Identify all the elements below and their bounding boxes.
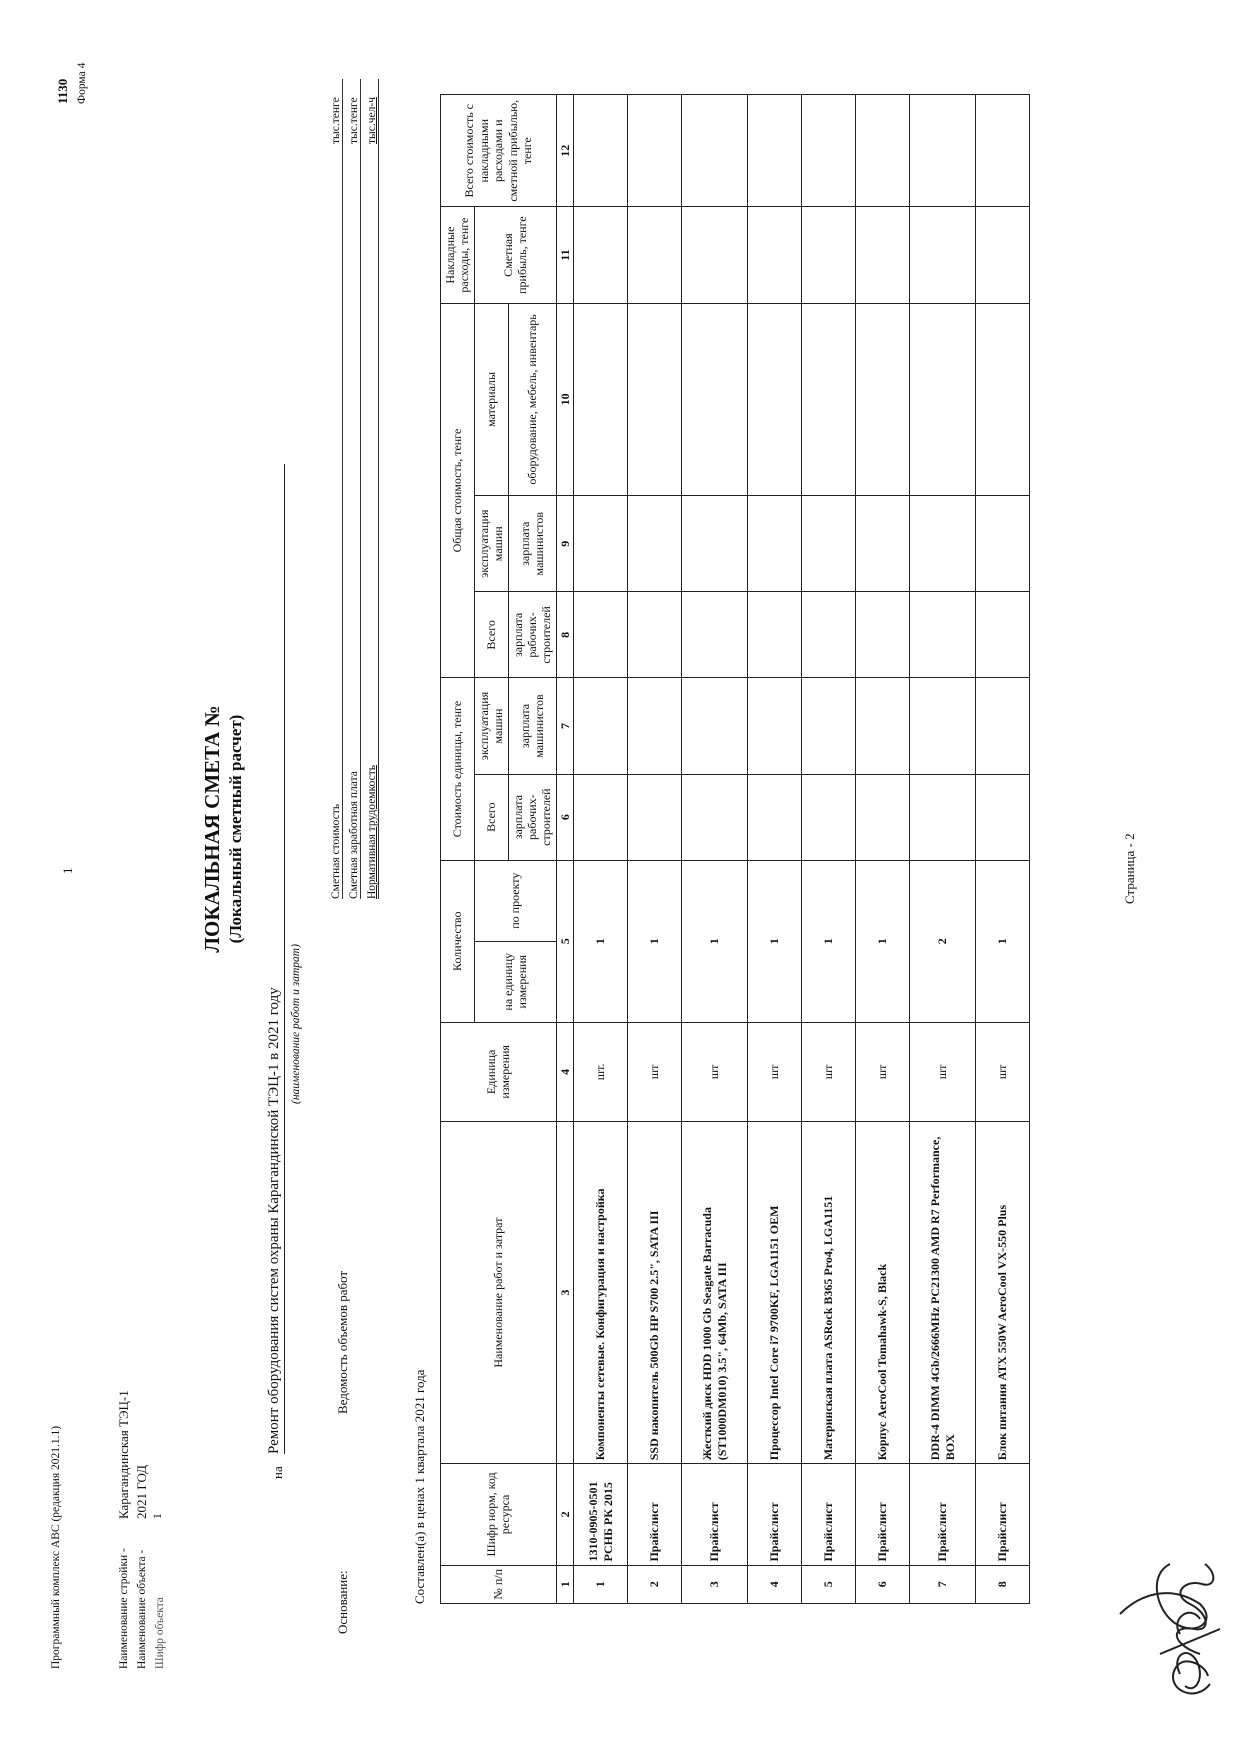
row-empty-cell <box>976 207 1030 303</box>
col-number: 4 <box>556 1022 573 1121</box>
work-on-label: на <box>270 1466 285 1479</box>
row-empty-cell <box>802 678 856 774</box>
row-qty: 1 <box>976 860 1030 1022</box>
summary-labor-label: Нормативная трудоемкость <box>366 765 378 899</box>
header-unit-cost: Стоимость единицы, тенге <box>441 678 475 860</box>
row-unit: шт <box>856 1022 910 1121</box>
row-empty-cell <box>856 95 910 207</box>
summary-cost-unit: тыс.тенге <box>330 97 342 144</box>
basis-label: Основание: <box>335 1570 350 1634</box>
row-unit: шт <box>802 1022 856 1121</box>
summary-wage-line <box>348 79 361 899</box>
row-empty-cell <box>628 774 682 860</box>
row-num: 7 <box>910 1565 976 1603</box>
page-number: Страница - 2 <box>1122 833 1137 904</box>
header-unit-wage-workers: зарплата рабочих-строителей <box>508 774 556 860</box>
row-empty-cell <box>682 774 748 860</box>
row-empty-cell <box>802 496 856 592</box>
row-empty-cell <box>856 303 910 495</box>
page-marker: 1 <box>60 867 75 874</box>
row-unit: шт <box>628 1022 682 1121</box>
row-empty-cell <box>574 303 628 495</box>
row-empty-cell <box>682 496 748 592</box>
header-unit-all: Всего <box>474 774 508 860</box>
row-qty: 1 <box>628 860 682 1022</box>
basis-value: Ведомость объемов работ <box>335 1270 350 1414</box>
signature-mark-3 <box>1140 1554 1230 1674</box>
row-empty-cell <box>628 592 682 678</box>
row-unit: шт. <box>574 1022 628 1121</box>
row-code: Прайслист <box>628 1464 682 1565</box>
row-code: Прайслист <box>802 1464 856 1565</box>
table-row <box>748 95 802 1604</box>
row-unit: шт <box>976 1022 1030 1121</box>
row-name: SSD накопитель 500Gb HP S700 2.5", SATA III <box>628 1121 682 1463</box>
row-code: Прайслист <box>748 1464 802 1565</box>
summary-cost-line <box>330 79 343 899</box>
table-row <box>628 95 682 1604</box>
header-total-all: Всего <box>474 592 508 678</box>
table-row <box>802 95 856 1604</box>
row-num: 5 <box>802 1565 856 1603</box>
row-empty-cell <box>748 496 802 592</box>
col-number: 2 <box>556 1464 573 1565</box>
construction-label: Наименование стройки - <box>118 1548 130 1669</box>
row-empty-cell <box>976 496 1030 592</box>
header-name: Наименование работ и затрат <box>441 1121 557 1463</box>
header-qty-project: по проекту <box>474 860 556 941</box>
row-code: Прайслист <box>856 1464 910 1565</box>
col-number: 5 <box>556 860 573 1022</box>
row-empty-cell <box>856 774 910 860</box>
summary-wage-label: Сметная заработная плата <box>348 771 360 899</box>
estimate-table <box>440 94 1030 1604</box>
row-unit: шт <box>748 1022 802 1121</box>
form-label: Форма 4 <box>76 62 88 104</box>
summary-cost-label: Сметная стоимость <box>330 803 342 899</box>
row-empty-cell <box>628 95 682 207</box>
row-num: 8 <box>976 1565 1030 1603</box>
object-value: 2021 ГОД <box>134 1464 149 1519</box>
row-qty: 1 <box>802 860 856 1022</box>
row-empty-cell <box>628 207 682 303</box>
header-unit-wage-machinists: зарплата машинистов <box>508 678 556 774</box>
col-number: 11 <box>556 207 573 303</box>
table-row <box>574 95 628 1604</box>
header-total-machines: эксплуатация машин <box>474 496 508 592</box>
row-empty-cell <box>910 496 976 592</box>
row-num: 4 <box>748 1565 802 1603</box>
header-code: Шифр норм, код ресурса <box>441 1464 557 1565</box>
row-empty-cell <box>574 207 628 303</box>
row-unit: шт <box>910 1022 976 1121</box>
row-name: Жесткий диск HDD 1000 Gb Seagate Barracuda (ST1000DM010) 3.5", 64Mb, SATA III <box>682 1121 748 1463</box>
row-empty-cell <box>910 95 976 207</box>
estimate-table-body <box>574 95 1030 1604</box>
col-number: 6 <box>556 774 573 860</box>
row-qty: 1 <box>748 860 802 1022</box>
header-total-equipment: оборудование, мебель, инвентарь <box>508 303 556 495</box>
row-empty-cell <box>682 678 748 774</box>
row-code: Прайслист <box>976 1464 1030 1565</box>
row-empty-cell <box>574 678 628 774</box>
header-unit-machines: эксплуатация машин <box>474 678 508 774</box>
row-empty-cell <box>910 774 976 860</box>
header-qty: Количество <box>441 860 475 1022</box>
row-empty-cell <box>748 774 802 860</box>
row-empty-cell <box>628 303 682 495</box>
col-number: 9 <box>556 496 573 592</box>
header-total-cost: Общая стоимость, тенге <box>441 303 475 678</box>
row-empty-cell <box>574 496 628 592</box>
row-num: 3 <box>682 1565 748 1603</box>
row-qty: 1 <box>856 860 910 1022</box>
row-empty-cell <box>976 95 1030 207</box>
col-number: 3 <box>556 1121 573 1463</box>
row-num: 6 <box>856 1565 910 1603</box>
table-row <box>682 95 748 1604</box>
row-empty-cell <box>856 207 910 303</box>
object-code-value: 1 <box>152 1513 164 1519</box>
header-total-wage-workers: зарплата рабочих-строителей <box>508 592 556 678</box>
row-name: Корпус AeroCool Tomahawk-S, Black <box>856 1121 910 1463</box>
header-total-materials: материалы <box>474 303 508 495</box>
row-empty-cell <box>748 592 802 678</box>
row-empty-cell <box>748 678 802 774</box>
row-empty-cell <box>682 303 748 495</box>
row-empty-cell <box>574 95 628 207</box>
row-empty-cell <box>682 207 748 303</box>
row-empty-cell <box>802 207 856 303</box>
header-unit: Единица измерения <box>441 1022 557 1121</box>
row-name: Материнская плата ASRock B365 Pro4, LGA1151 <box>802 1121 856 1463</box>
row-empty-cell <box>574 774 628 860</box>
row-empty-cell <box>910 592 976 678</box>
table-row <box>856 95 910 1604</box>
row-qty: 1 <box>682 860 748 1022</box>
program-name: Программный комплекс АВС (редакция 2021.1.1) <box>50 1425 62 1669</box>
row-empty-cell <box>628 496 682 592</box>
row-empty-cell <box>856 592 910 678</box>
summary-labor-unit: тыс.чел-ч <box>366 97 378 144</box>
estimate-title: ЛОКАЛЬНАЯ СМЕТА № <box>200 705 224 953</box>
row-empty-cell <box>802 95 856 207</box>
row-empty-cell <box>856 678 910 774</box>
row-name: Процессор Intel Core i7 9700KF, LGA1151 OEM <box>748 1121 802 1463</box>
row-unit: шт <box>682 1022 748 1121</box>
row-empty-cell <box>910 207 976 303</box>
header-qty-per-unit: на единицу измерения <box>474 941 556 1022</box>
row-code: 1310-0905-0501 РСНБ РК 2015 <box>574 1464 628 1565</box>
row-qty: 2 <box>910 860 976 1022</box>
header-overhead: Накладные расходы, тенге <box>441 207 475 303</box>
row-empty-cell <box>910 303 976 495</box>
col-number: 8 <box>556 592 573 678</box>
row-empty-cell <box>976 774 1030 860</box>
header-profit: Сметная прибыль, тенге <box>474 207 556 303</box>
row-empty-cell <box>682 592 748 678</box>
row-name: Блок питания ATX 550W AeroCool VX-550 Plus <box>976 1121 1030 1463</box>
summary-wage-unit: тыс.тенге <box>348 97 360 144</box>
row-empty-cell <box>856 496 910 592</box>
row-qty: 1 <box>574 860 628 1022</box>
summary-labor-line <box>366 79 379 899</box>
table-row <box>976 95 1030 1604</box>
row-empty-cell <box>802 303 856 495</box>
col-number: 12 <box>556 95 573 207</box>
row-name: DDR-4 DIMM 4Gb/2666MHz PC21300 AMD R7 Performance, BOX <box>910 1121 976 1463</box>
row-empty-cell <box>682 95 748 207</box>
row-num: 2 <box>628 1565 682 1603</box>
row-name: Компоненты сетевые. Конфигурация и настройка <box>574 1121 628 1463</box>
header-total-wage-machinists: зарплата машинистов <box>508 496 556 592</box>
object-code-label: Шифр объекта <box>154 1597 166 1669</box>
row-empty-cell <box>910 678 976 774</box>
row-empty-cell <box>574 592 628 678</box>
work-title-caption: (наименование работ и затрат) <box>290 944 302 1104</box>
object-label: Наименование объекта - <box>136 1549 148 1669</box>
col-number: 7 <box>556 678 573 774</box>
row-empty-cell <box>628 678 682 774</box>
compiled-note: Составлен(а) в ценах 1 квартала 2021 года <box>412 1369 427 1604</box>
row-code: Прайслист <box>682 1464 748 1565</box>
row-empty-cell <box>748 207 802 303</box>
row-empty-cell <box>976 592 1030 678</box>
row-empty-cell <box>976 303 1030 495</box>
row-empty-cell <box>748 95 802 207</box>
construction-value: Карагандинская ТЭЦ-1 <box>116 1390 131 1519</box>
col-number: 1 <box>556 1565 573 1603</box>
work-title: Ремонт оборудования систем охраны Карагандинской ТЭЦ-1 в 2021 году <box>266 464 285 1454</box>
row-num: 1 <box>574 1565 628 1603</box>
row-empty-cell <box>748 303 802 495</box>
row-empty-cell <box>802 592 856 678</box>
header-grand-total: Всего стоимость с накладными расходами и сметной прибылью, тенге <box>441 95 557 207</box>
form-number: 1130 <box>55 78 70 104</box>
row-empty-cell <box>802 774 856 860</box>
col-number: 10 <box>556 303 573 495</box>
table-row <box>910 95 976 1604</box>
row-code: Прайслист <box>910 1464 976 1565</box>
header-num: № п/п <box>441 1565 557 1603</box>
row-empty-cell <box>976 678 1030 774</box>
estimate-subtitle: (Локальный сметный расчет) <box>226 714 245 944</box>
